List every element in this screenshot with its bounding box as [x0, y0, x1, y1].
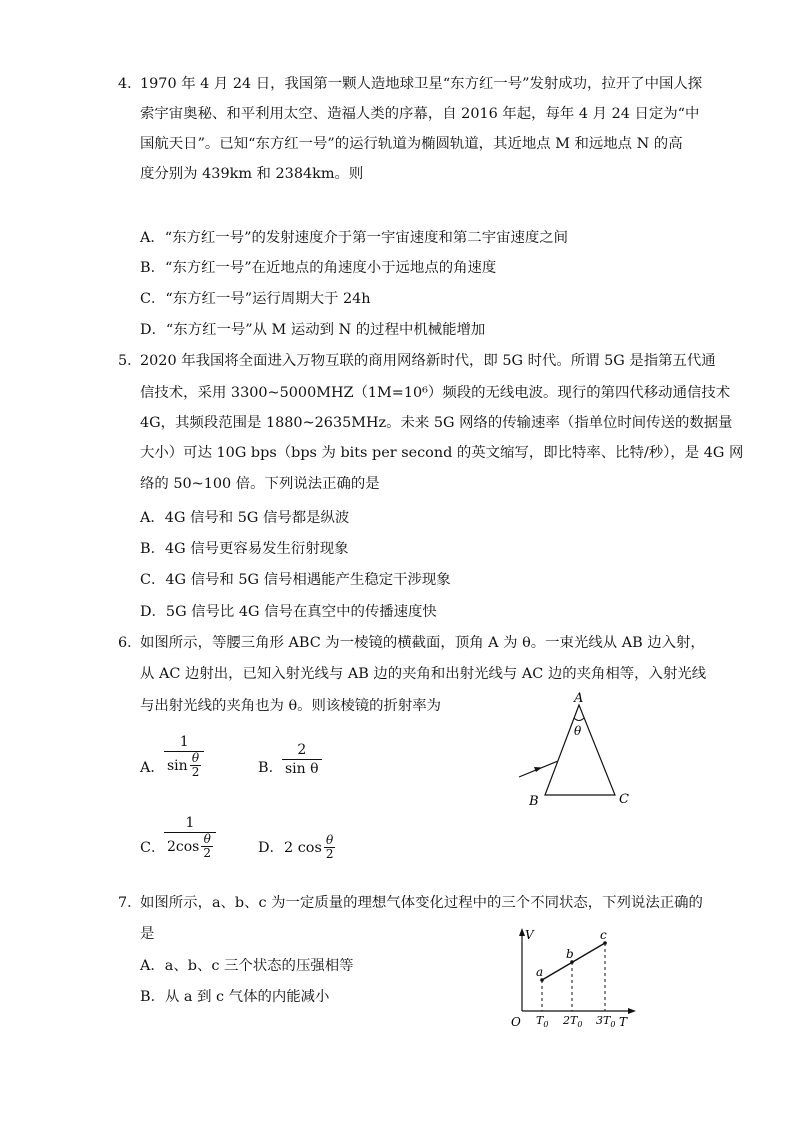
q6-option-a-sin: sin [167, 757, 188, 774]
vt-tick-t2: $2T_0$ [563, 1014, 583, 1029]
q4-line-4: 度分别为 439km 和 2384km。则 [140, 166, 364, 182]
vt-label-b: b [566, 947, 574, 961]
q7-number: 7． [118, 895, 142, 911]
prism-angle-arc [574, 718, 584, 721]
q6-line-1: 如图所示，等腰三角形 ABC 为一棱镜的横截面，顶角 A 为 θ。一束光线从 AB 边入射， [140, 635, 705, 651]
q6-option-b-denominator: sin θ [282, 759, 322, 778]
q4-option-b: B．“东方红一号”在近地点的角速度小于远地点的角速度 [140, 260, 497, 276]
vt-axis-t-label: T [619, 1015, 628, 1029]
q6-number: 6． [118, 635, 142, 651]
vt-label-a: a [536, 965, 544, 979]
q5-line-1: 2020 年我国将全面进入万物互联的商用网络新时代，即 5G 时代。所谓 5G 是指第五代通 [140, 353, 716, 369]
q5-option-c: C．4G 信号和 5G 信号相遇能产生稳定干涉现象 [140, 572, 451, 588]
q4-option-c: C．“东方红一号”运行周期大于 24h [140, 291, 371, 307]
q6-option-a-label: A． [140, 760, 165, 776]
prism-vertex-c: C [619, 792, 629, 807]
q7-option-b: B．从 a 到 c 气体的内能减小 [140, 989, 330, 1005]
q6-line-2: 从 AC 边射出，已知入射光线与 AB 边的夹角和出射光线与 AC 边的夹角相等，入射光线 [140, 666, 707, 682]
q4-number: 4． [118, 76, 142, 92]
q5-option-d: D．5G 信号比 4G 信号在真空中的传播速度快 [140, 604, 437, 620]
q6-line-3: 与出射光线的夹角也为 θ。则该棱镜的折射率为 [140, 698, 442, 714]
q6-option-b-fraction [282, 741, 322, 778]
prism-vertex-a: A [574, 691, 584, 706]
q6-option-d-cos: 2 cos [284, 839, 322, 856]
vt-tick-t3: $3T_0$ [596, 1014, 616, 1029]
q6-option-b-label: B． [258, 760, 283, 776]
prism-diagram [505, 685, 645, 810]
q7-line-1: 如图所示，a、b、c 为一定质量的理想气体变化过程中的三个不同状态，下列说法正确的 [140, 895, 703, 911]
q7-option-a: A．a、b、c 三个状态的压强相等 [140, 958, 354, 974]
q5-line-3: 4G，其频段范围是 1880~2635MHz。未来 5G 网络的传输速率（指单位时间传送的数据量 [140, 415, 733, 431]
q6-option-a-numerator: 1 [179, 734, 189, 750]
vt-label-c: c [600, 928, 607, 942]
q4-option-a: A．“东方红一号”的发射速度介于第一宇宙速度和第二宇宙速度之间 [140, 230, 569, 246]
vt-tick-t1: $T_0$ [536, 1014, 549, 1029]
vt-axis-v-label: V [525, 928, 534, 942]
q6-option-c-fraction [164, 814, 216, 860]
vt-origin-label: O [511, 1015, 521, 1029]
q4-line-1: 1970 年 4 月 24 日，我国第一颗人造地球卫星“东方红一号”发射成功，拉开了中国人探 [140, 76, 703, 92]
q6-option-d-expr [284, 834, 335, 861]
prism-theta: θ [574, 724, 582, 738]
incident-ray-arrow-icon [534, 767, 542, 772]
q4-line-2: 索宇宙奥秘、和平利用太空、造福人类的序幕，自 2016 年起，每年 4 月 24 日定为“中 [140, 106, 700, 122]
vt-graph [505, 925, 645, 1033]
q4-line-3: 国航天日”。已知“东方红一号”的运行轨道为椭圆轨道，其近地点 M 和远地点 N 的高 [140, 136, 683, 152]
vt-x-axis-arrow-icon [628, 1008, 636, 1014]
prism-triangle [545, 705, 615, 795]
q4-option-d: D．“东方红一号”从 M 运动到 N 的过程中机械能增加 [140, 322, 486, 338]
q6-option-d-theta: θ [326, 833, 334, 847]
q6-option-b-numerator: 2 [297, 742, 307, 758]
q6-option-c-numerator: 1 [185, 815, 195, 831]
q5-option-a: A．4G 信号和 5G 信号都是纵波 [140, 510, 350, 526]
q5-line-4: 大小）可达 10G bps（bps 为 bits per second 的英文缩写，即比特率、比特/秒），是 4G 网 [140, 445, 744, 461]
q6-option-c-cos: 2cos [167, 838, 200, 855]
prism-vertex-b: B [529, 794, 539, 809]
q7-line-2: 是 [140, 926, 155, 942]
q6-option-d-two: 2 [325, 847, 334, 861]
q6-option-a-two: 2 [191, 765, 200, 779]
q5-line-5: 络的 50~100 倍。下列说法正确的是 [140, 476, 380, 492]
q6-option-c-theta: θ [203, 832, 211, 846]
q5-number: 5． [118, 353, 142, 369]
q5-line-2: 信技术，采用 3300~5000MHZ（1M=10⁶）频段的无线电波。现行的第四代移动通信技术 [140, 385, 731, 401]
q5-option-b: B．4G 信号更容易发生衍射现象 [140, 541, 349, 557]
q6-option-c-two: 2 [203, 846, 212, 860]
q6-option-a-fraction [164, 733, 204, 779]
q6-option-a-theta: θ [191, 751, 200, 765]
q6-option-c-label: C． [140, 840, 166, 856]
q6-option-d-label: D． [258, 840, 284, 856]
